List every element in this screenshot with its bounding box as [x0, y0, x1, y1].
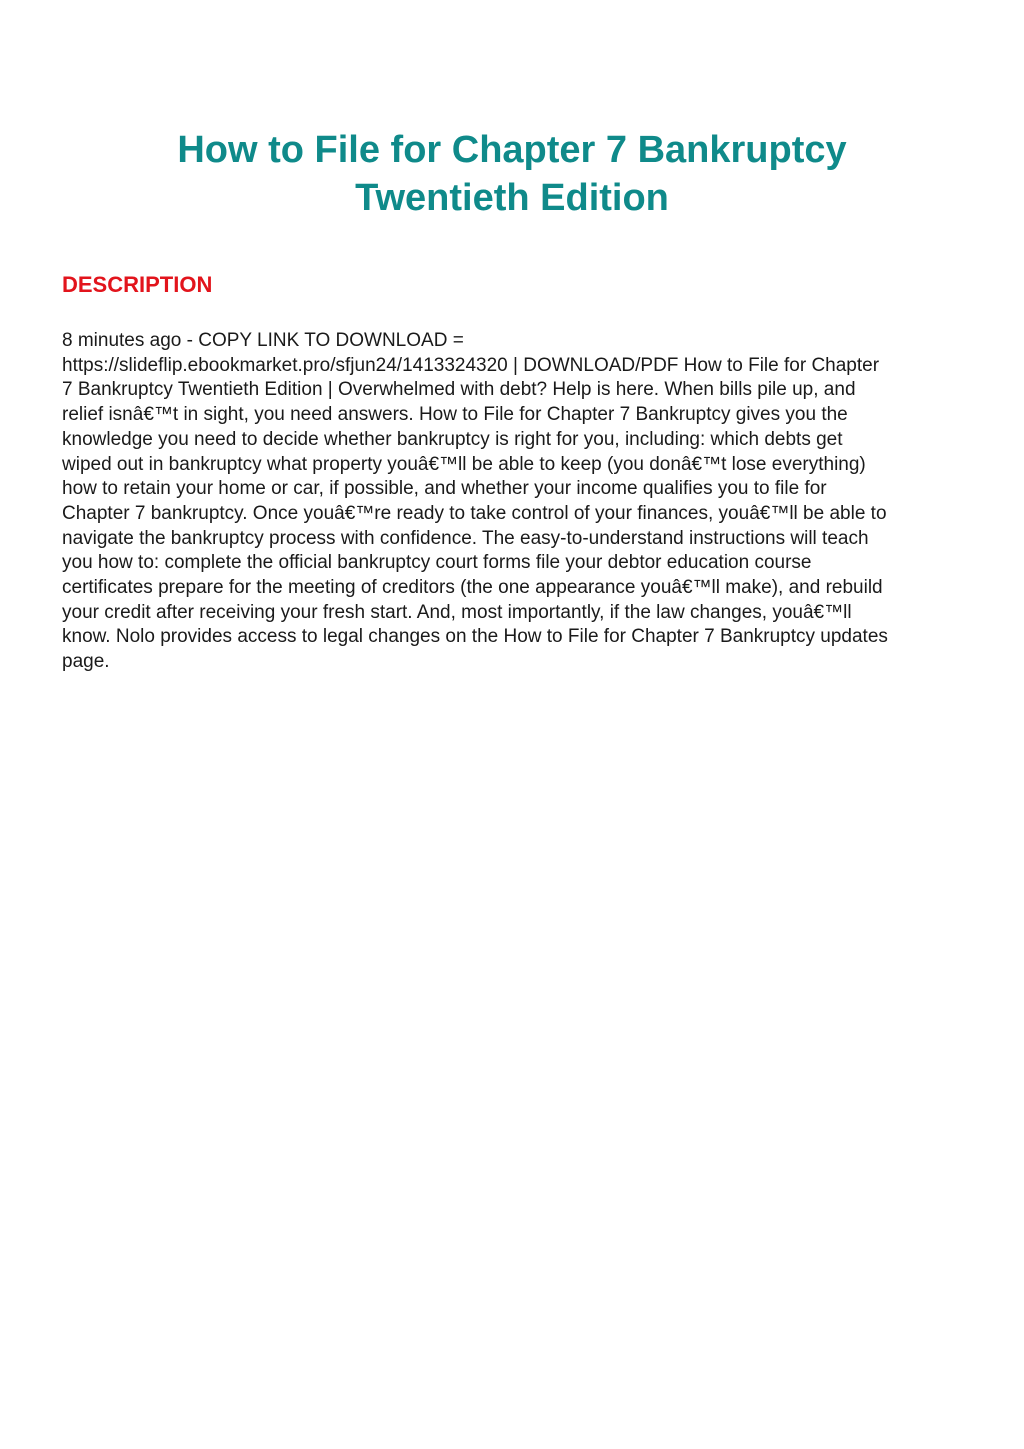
description-line: you how to: complete the official bankruptcy court forms file your debtor education course	[62, 552, 812, 574]
description-heading: DESCRIPTION	[62, 272, 213, 297]
description-line: know. Nolo provides access to legal changes on the How to File for Chapter 7 Bankruptcy updates	[62, 626, 888, 648]
document-title	[60, 126, 964, 222]
description-line: https://slideflip.ebookmarket.pro/sfjun24/1413324320 | DOWNLOAD/PDF How to File for Chapter	[62, 354, 880, 376]
description-line: Chapter 7 bankruptcy. Once youâ€™re ready to take control of your finances, youâ€™ll be able to	[62, 502, 887, 524]
description-line: your credit after receiving your fresh start. And, most importantly, if the law changes, youâ€™ll	[62, 601, 852, 623]
description-line: knowledge you need to decide whether bankruptcy is right for you, including: which debts get	[62, 428, 843, 450]
document-title-line-1: How to File for Chapter 7 Bankruptcy	[177, 129, 847, 171]
description-line: page.	[62, 651, 110, 673]
description-line: navigate the bankruptcy process with confidence. The easy-to-understand instructions will teach	[62, 527, 869, 549]
document-title-line-2: Twentieth Edition	[355, 177, 669, 219]
description-line: 8 minutes ago - COPY LINK TO DOWNLOAD =	[62, 330, 464, 351]
description-line: relief isnâ€™t in sight, you need answers. How to File for Chapter 7 Bankruptcy gives you the	[62, 404, 848, 426]
description-line: how to retain your home or car, if possible, and whether your income qualifies you to file for	[62, 478, 827, 500]
description-line: 7 Bankruptcy Twentieth Edition | Overwhelmed with debt? Help is here. When bills pile up, and	[62, 379, 856, 401]
description-line: wiped out in bankruptcy what property youâ€™ll be able to keep (you donâ€™t lose everything)	[62, 453, 866, 475]
description-text	[62, 329, 967, 675]
description-line: certificates prepare for the meeting of creditors (the one appearance youâ€™ll make), and rebuild	[62, 577, 883, 599]
